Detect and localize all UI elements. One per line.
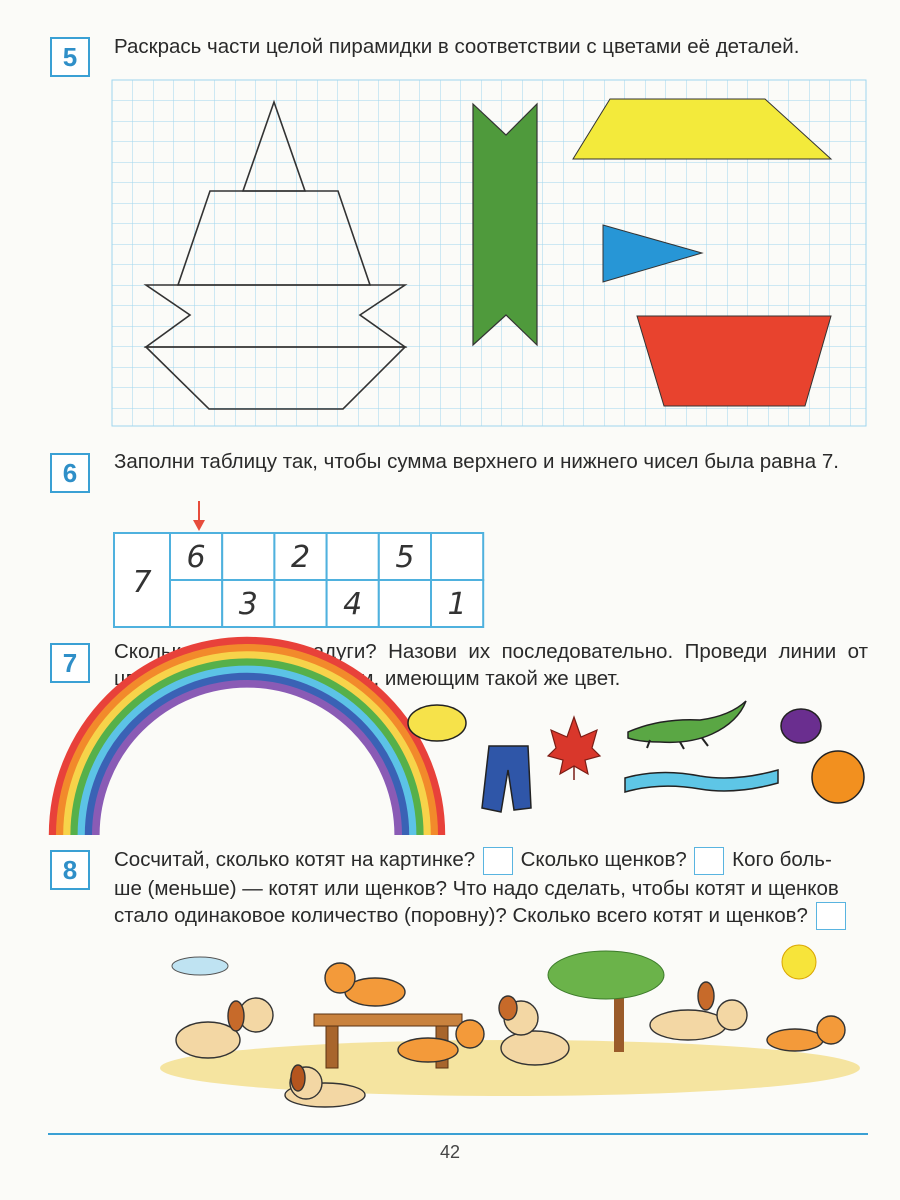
puppy-icon [650,982,747,1040]
kitten-icon [767,1016,845,1051]
table-value: 3 [238,587,258,622]
task-8-question-puppies: Сколько щенков? [520,848,687,871]
task-8-question-kittens: Сосчитай, сколько котят на картинке? [114,848,476,871]
task-8-line-2: ше (меньше) — котят или щенков? Что надо сделать, чтобы котят и щенков [114,876,839,900]
table-value: 1 [447,587,467,622]
kitten-icon [325,963,405,1006]
table-value: 4 [343,587,363,622]
task-5-number: 5 [50,37,90,77]
cloud-icon [172,957,228,975]
task-8-question-more: Кого боль- [732,848,832,871]
task-5-text: Раскрась части целой пирамидки в соответствии с цветами её деталей. [114,35,800,58]
bottom-rule [48,1133,868,1135]
puppy-icon [499,996,569,1065]
tree-icon [548,951,664,1052]
table-value: 2 [290,540,311,575]
table-value: 6 [186,540,206,575]
task-6-text: Заполни таблицу так, чтобы сумма верхнего и нижнего чисел была равна 7. [114,450,839,473]
task-8-number: 8 [50,850,90,890]
task-7-number: 7 [50,643,90,683]
task-7-text: Сколько цветов у радуги? Назови их последовательно. Проведи линии от цветов радуги к предметам, имеющим такой же цвет. [114,640,868,690]
table-total-value: 7 [132,565,152,600]
page-number: 42 [439,1142,461,1162]
sun-icon [782,945,816,979]
table-value: 5 [395,540,415,575]
task-8-line-3: стало одинаковое количество (поровну)? Сколько всего котят и щенков? [114,903,808,927]
task-6-number: 6 [50,453,90,493]
